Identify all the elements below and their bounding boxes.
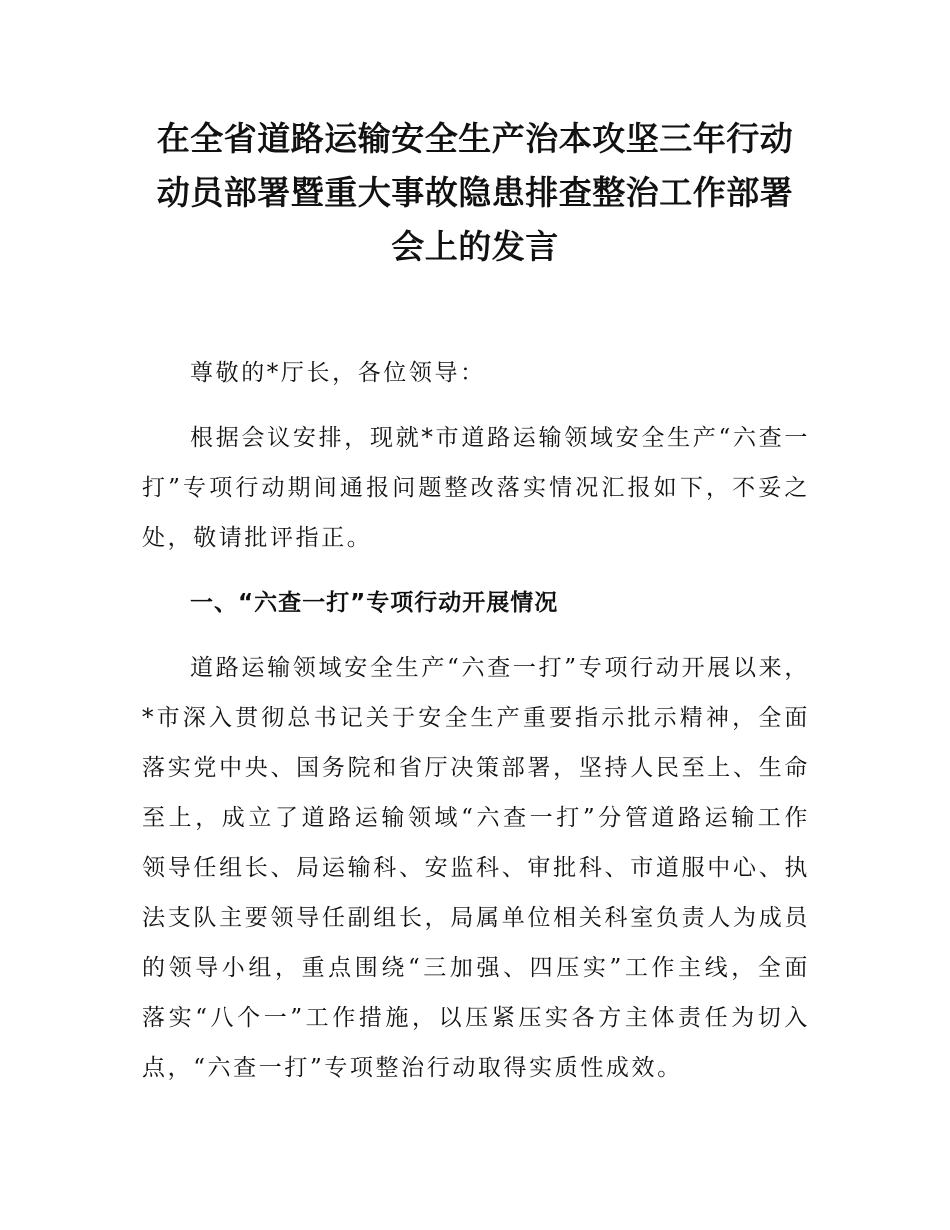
document-title <box>130 112 820 274</box>
title-line-3: 会上的发言 <box>391 227 559 266</box>
intro-paragraph: 根据会议安排，现就*市道路运输领域安全生产“六查一打”专项行动期间通报问题整改落实情况汇报如下，不妥之处，敬请批评指正。 <box>142 425 810 551</box>
greeting: 尊敬的*厅长，各位领导： <box>190 360 486 386</box>
section-1-paragraph: 道路运输领域安全生产“六查一打”专项行动开展以来，*市深入贯彻总书记关于安全生产重要指示批示精神，全面落实党中央、国务院和省厅决策部署，坚持人民至上、生命至上，成立了道路运输领域“六查一打”分管道路运输工作领导任组长、局运输科、安监科、审批科、市道服中心、执法支队主要领导任副组长，局属单位相关科室负责人为成员的领导小组，重点围绕“三加强、四压实”工作主线，全面落实“八个一”工作措施，以压紧压实各方主体责任为切入点，“六查一打”专项整治行动取得实质性成效。 <box>142 655 810 1081</box>
title-line-1: 在全省道路运输安全生产治本攻坚三年行动 <box>156 119 794 158</box>
section-heading-1: 一、“六查一打”专项行动开展情况 <box>190 590 559 616</box>
title-line-2: 动员部署暨重大事故隐患排查整治工作部署 <box>156 173 794 212</box>
document-body <box>142 348 810 1108</box>
